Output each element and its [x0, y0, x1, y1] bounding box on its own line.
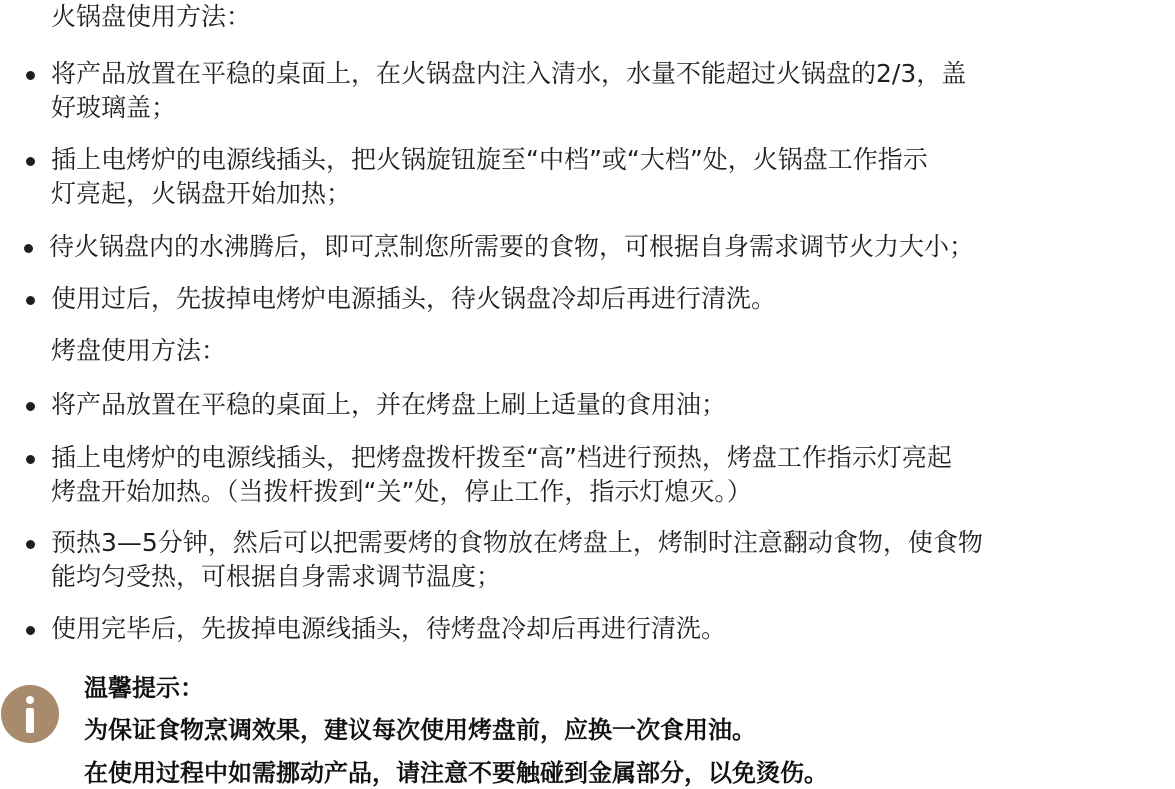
bullet-icon	[26, 296, 35, 305]
list-item	[0, 388, 1175, 422]
list-item	[0, 612, 1175, 646]
list-item-text: 使用过后，先拔掉电烤炉电源插头，待火锅盘冷却后再进行清洗。	[51, 284, 777, 313]
list-item	[0, 282, 1175, 316]
hotpot-heading: 火锅盘使用方法：	[51, 2, 252, 31]
list-item-text: 将产品放置在平稳的桌面上，并在烤盘上刷上适量的食用油；	[51, 390, 727, 419]
list-item-text: 插上电烤炉的电源线插头，把火锅旋钮旋至“中档”或“大档”处，火锅盘工作指示 灯亮起，火锅盘开始加热；	[51, 145, 928, 208]
info-icon-stem	[26, 708, 34, 733]
list-item	[0, 57, 1175, 125]
bullet-icon	[26, 157, 35, 166]
list-item-text: 插上电烤炉的电源线插头，把烤盘拨杆拨至“高”档进行预热，烤盘工作指示灯亮起 烤盘开始加热。（当拨杆拨到“关”处，停止工作，指示灯熄灭。）	[51, 443, 952, 506]
tip-title: 温馨提示：	[84, 674, 204, 702]
list-item-text: 使用完毕后，先拔掉电源线插头，待烤盘冷却后再进行清洗。	[51, 614, 727, 643]
info-icon	[1, 685, 59, 743]
list-item	[0, 143, 1175, 211]
bullet-icon	[26, 455, 35, 464]
bullet-icon	[26, 626, 35, 635]
tip-line: 在使用过程中如需挪动产品，请注意不要触碰到金属部分，以免烫伤。	[84, 759, 828, 787]
bullet-icon	[26, 540, 35, 549]
list-item-text: 预热3—5分钟，然后可以把需要烤的食物放在烤盘上，烤制时注意翻动食物，使食物 能均匀受热，可根据自身需求调节温度；	[51, 528, 983, 591]
list-item-text: 待火锅盘内的水沸腾后，即可烹制您所需要的食物，可根据自身需求调节火力大小；	[49, 232, 975, 261]
bullet-icon	[26, 402, 35, 411]
list-item	[0, 230, 1175, 264]
list-item	[0, 441, 1175, 509]
bullet-icon	[26, 71, 35, 80]
bullet-icon	[24, 244, 33, 253]
grill-heading: 烤盘使用方法：	[51, 336, 227, 365]
list-item	[0, 526, 1175, 594]
list-item-text: 将产品放置在平稳的桌面上，在火锅盘内注入清水，水量不能超过火锅盘的2/3，盖 好玻璃盖；	[51, 59, 967, 122]
tip-line: 为保证食物烹调效果，建议每次使用烤盘前，应换一次食用油。	[84, 716, 756, 744]
info-icon-dot	[26, 696, 34, 704]
